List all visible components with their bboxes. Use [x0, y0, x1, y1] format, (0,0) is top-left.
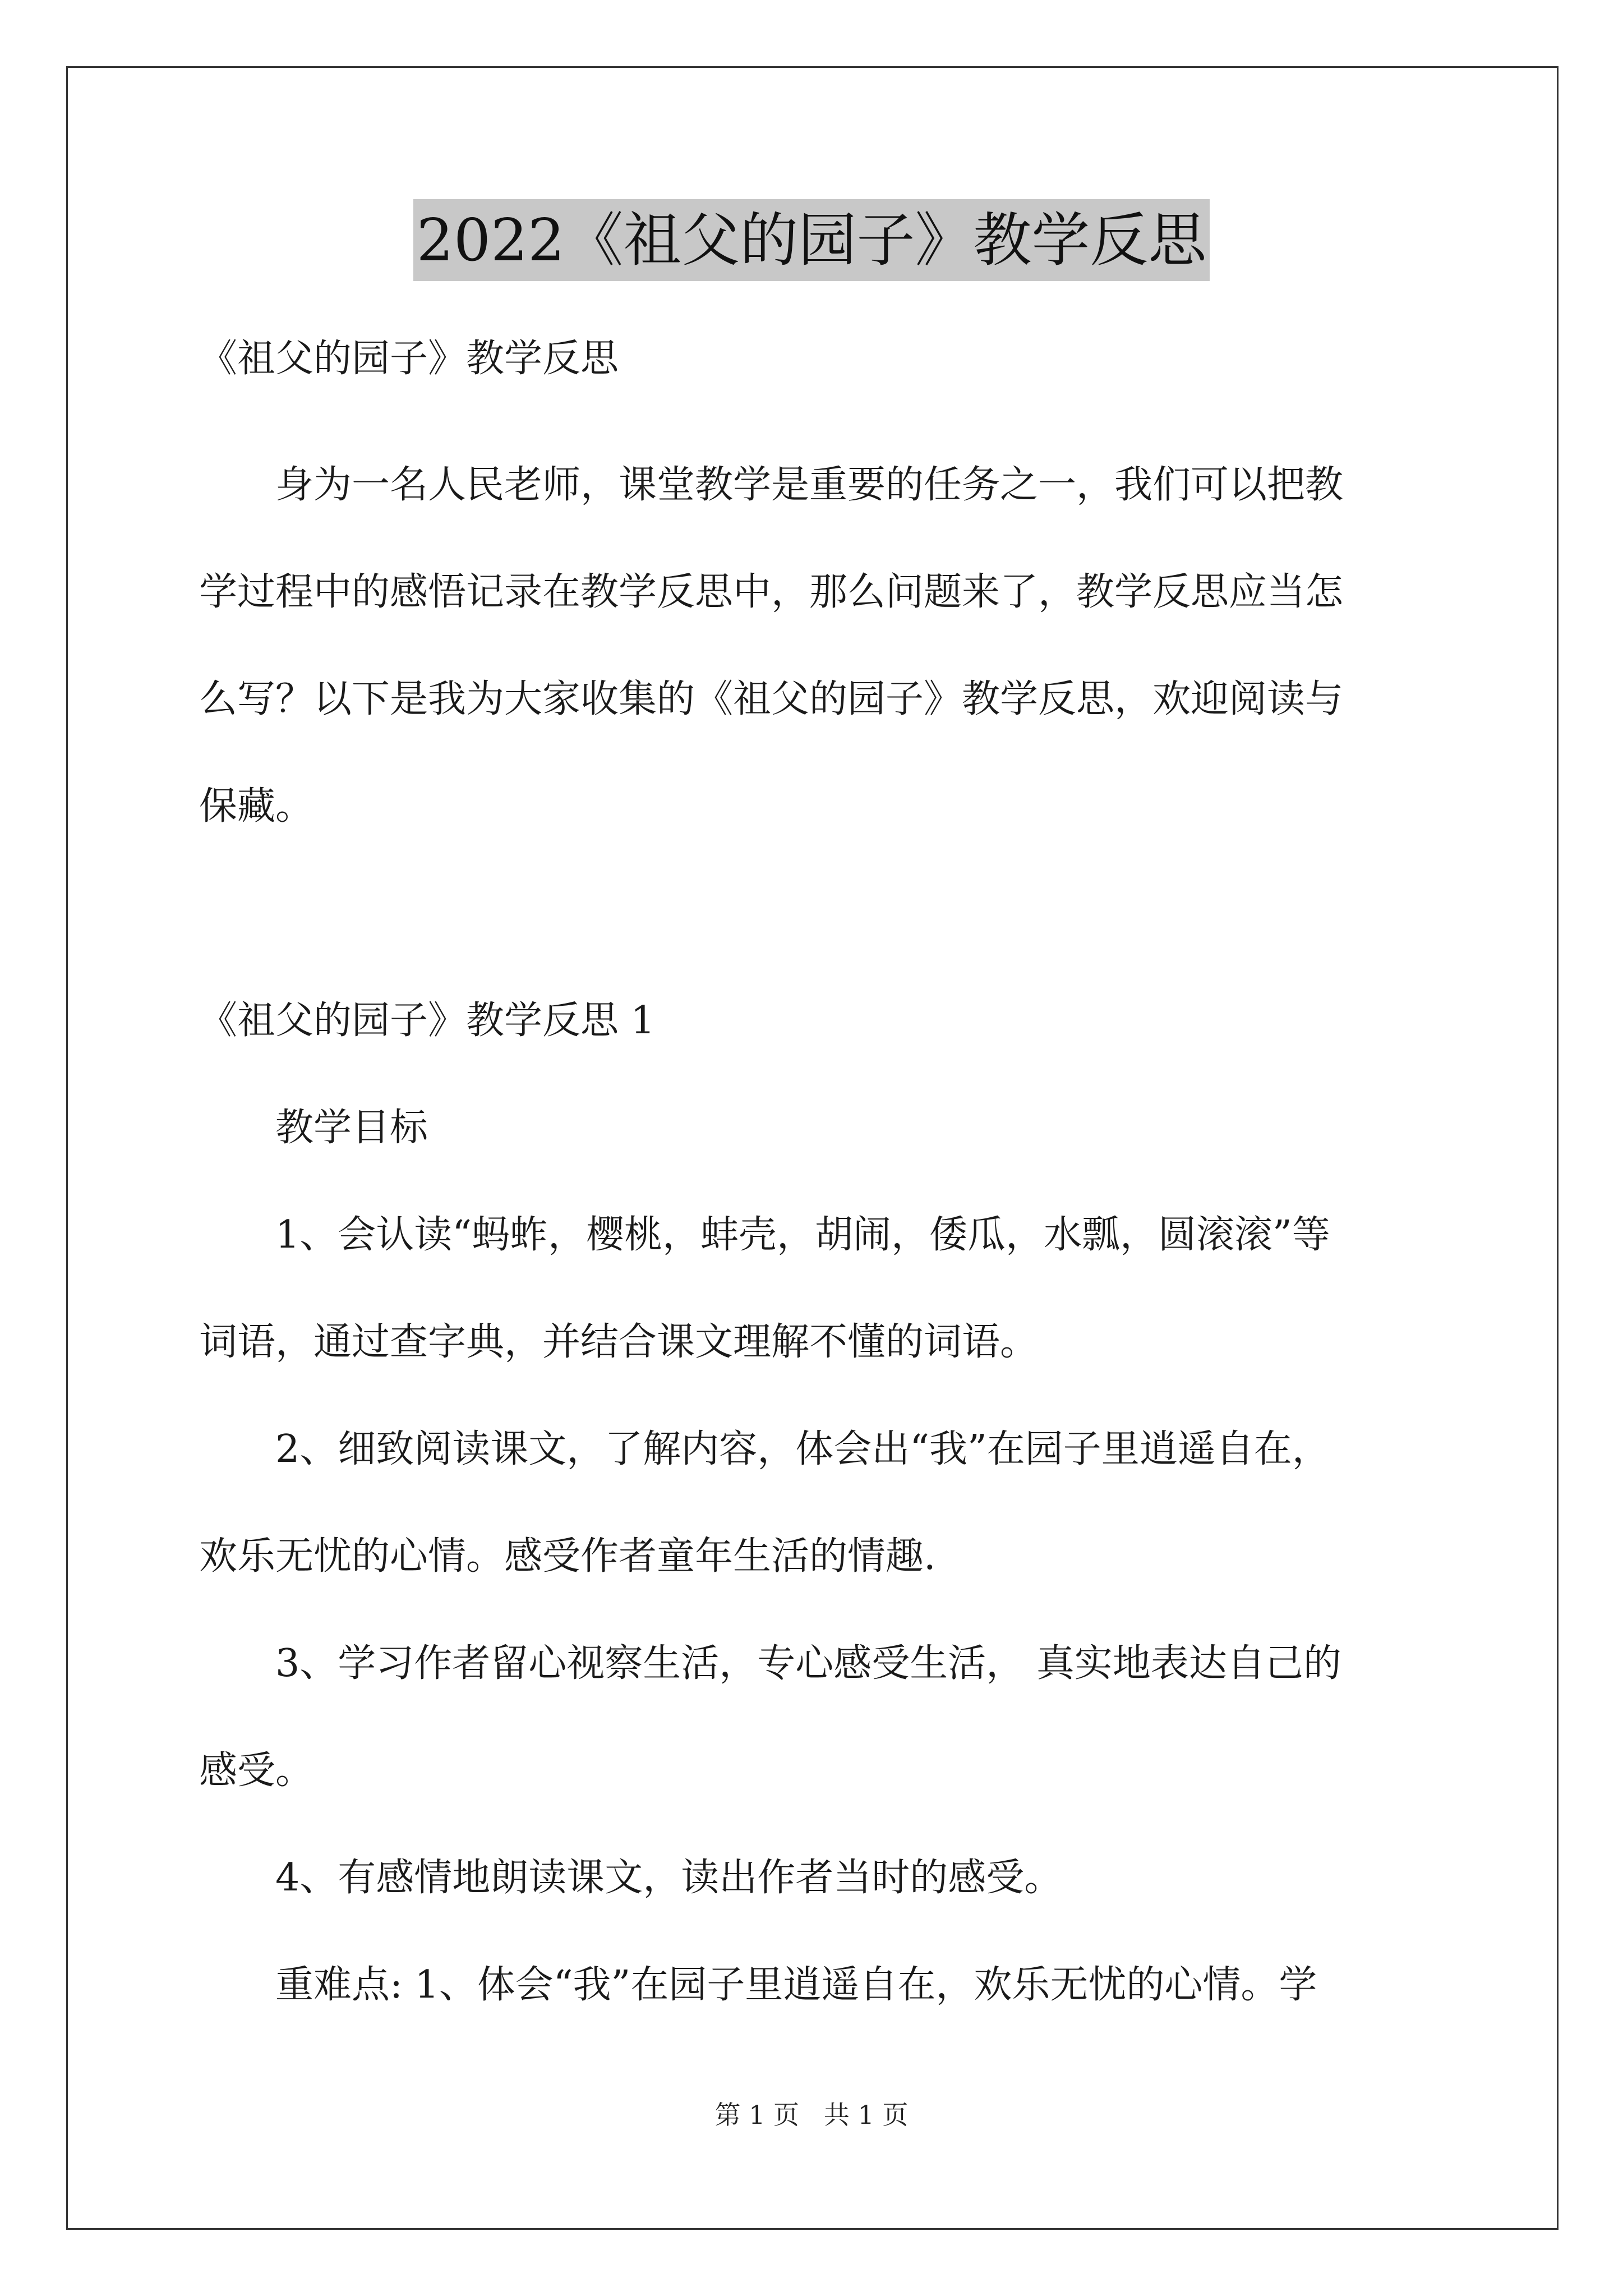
section-heading: 《祖父的园子》教学反思 1 [199, 999, 655, 1043]
body-line: 重难点: 1、体会“我”在园子里逍遥自在，欢乐无忧的心情。学 [199, 1963, 1317, 2007]
body-line: 词语，通过查字典，并结合课文理解不懂的词语。 [199, 1320, 1039, 1364]
body-line: 2、细致阅读课文，了解内容，体会出“我”在园子里逍遥自在， [199, 1427, 1330, 1471]
document-title: 2022《祖父的园子》教学反思 [413, 199, 1210, 281]
body-line: 保藏。 [199, 784, 314, 829]
body-line: 么写？以下是我为大家收集的《祖父的园子》教学反思，欢迎阅读与 [199, 677, 1344, 721]
body-line: 1、会认读“蚂蚱，樱桃，蚌壳，胡闹，倭瓜，水瓢，圆滚滚”等 [199, 1213, 1330, 1257]
body-line: 4、有感情地朗读课文，读出作者当时的感受。 [199, 1856, 1063, 1900]
body-line: 欢乐无忧的心情。感受作者童年生活的情趣. [199, 1534, 936, 1579]
body-line: 身为一名人民老师，课堂教学是重要的任务之一，我们可以把教 [199, 463, 1344, 507]
body-line: 感受。 [199, 1749, 314, 1793]
body-line: 3、学习作者留心视察生活，专心感受生活， 真实地表达自己的 [199, 1641, 1341, 1686]
title-container [0, 199, 1623, 281]
body-line: 学过程中的感悟记录在教学反思中，那么问题来了，教学反思应当怎 [199, 570, 1344, 614]
body-line: 教学目标 [199, 1106, 428, 1150]
page-footer: 第 1 页 共 1 页 [714, 2100, 909, 2130]
subtitle-line: 《祖父的园子》教学反思 [199, 337, 619, 381]
